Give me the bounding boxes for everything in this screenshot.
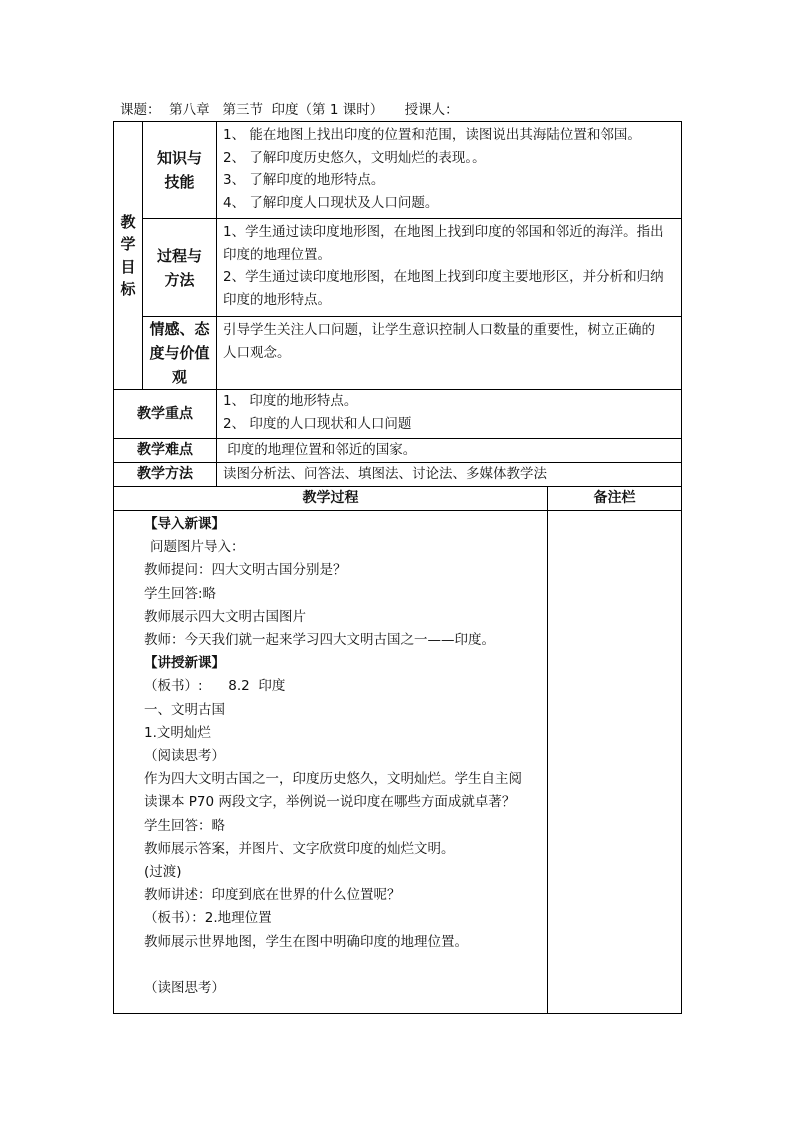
- process-method-label: [143, 219, 217, 317]
- process-step: （板书）：2.地理位置: [144, 910, 272, 927]
- key-point-item: 2、 印度的人口现状和人口问题: [223, 415, 412, 432]
- methods-content: 读图分析法、问答法、填图法、讨论法、多媒体教学法: [217, 463, 682, 487]
- key-points-content: [217, 390, 682, 439]
- attitude-label-line: 情感、态: [149, 320, 210, 338]
- attitude-label-line: 观: [171, 368, 187, 386]
- lesson-plan-table: [113, 121, 682, 1014]
- process-step: 学生回答:略: [144, 585, 217, 602]
- objectives-label-char: 标: [120, 280, 136, 298]
- lesson-header: 课题： 第八章 第三节 印度（第 1 课时） 授课人：: [120, 102, 459, 118]
- process-step: 教师展示世界地图，学生在图中明确印度的地理位置。: [144, 933, 468, 950]
- process-step: 1.文明灿烂: [144, 724, 211, 741]
- process-step: 问题图片导入：: [150, 539, 245, 556]
- process-step: (过渡): [144, 864, 182, 881]
- process-step: 教师讲述：印度到底在世界的什么位置呢？: [144, 887, 401, 904]
- process-step: 教师展示答案，并图片、文字欣赏印度的灿烂文明。: [144, 840, 455, 857]
- process-step-heading: 【讲授新课】: [144, 655, 225, 672]
- process-step: 教师：今天我们就一起来学习四大文明古国之一——印度。: [144, 632, 495, 649]
- process-line: 2、学生通过读印度地形图，在地图上找到印度主要地形区，并分析和归纳: [223, 269, 664, 285]
- knowledge-skills-label: [143, 122, 217, 219]
- process-step: （读图思考）: [144, 980, 225, 997]
- attitude-values-label: [143, 317, 217, 390]
- objectives-label-char: 学: [120, 235, 136, 253]
- process-label-line: 方法: [164, 270, 195, 289]
- remarks-header: 备注栏: [548, 487, 682, 511]
- attitude-values-content: [217, 317, 682, 390]
- process-step: 教师展示四大文明古国图片: [144, 608, 306, 625]
- key-point-item: 1、 印度的地形特点。: [223, 393, 358, 409]
- methods-label: 教学方法: [114, 463, 217, 487]
- process-step: 学生回答：略: [144, 817, 225, 834]
- process-step: （板书）: 8.2 印度: [144, 678, 286, 695]
- difficulty-label: 教学难点: [114, 439, 217, 463]
- process-line: 1、学生通过读印度地形图，在地图上找到印度的邻国和邻近的海洋。指出: [223, 224, 664, 240]
- knowledge-item: 3、 了解印度的地形特点。: [223, 172, 385, 188]
- process-line: 印度的地形特点。: [223, 291, 331, 308]
- key-points-label: 教学重点: [114, 390, 217, 439]
- knowledge-label-line: 知识与: [156, 149, 202, 167]
- remarks-column: [548, 511, 682, 1014]
- knowledge-item: 2、 了解印度历史悠久，文明灿烂的表现。。: [223, 149, 486, 166]
- process-step: （阅读思考）: [144, 748, 225, 765]
- process-step: 教师提问：四大文明古国分别是？: [144, 562, 347, 579]
- process-label-line: 过程与: [156, 246, 202, 265]
- attitude-line: 人口观念。: [223, 344, 291, 361]
- knowledge-label-line: 技能: [164, 173, 195, 191]
- knowledge-item: 1、 能在地图上找出印度的位置和范围，读图说出其海陆位置和邻国。: [223, 127, 641, 143]
- difficulty-content: 印度的地理位置和邻近的国家。: [217, 439, 682, 463]
- process-line: 印度的地理位置。: [223, 246, 331, 263]
- teaching-process-content: [114, 511, 548, 1014]
- knowledge-skills-content: [217, 122, 682, 219]
- process-step: 读课本 P70 两段文字，举例说一说印度在哪些方面成就卓著？: [144, 794, 516, 811]
- process-step: 作为四大文明古国之一，印度历史悠久，文明灿烂。学生自主阅: [144, 771, 522, 788]
- attitude-line: 引导学生关注人口问题，让学生意识控制人口数量的重要性，树立正确的: [223, 322, 655, 338]
- knowledge-item: 4、 了解印度人口现状及人口问题。: [223, 194, 439, 211]
- process-step-heading: 【导入新课】: [144, 516, 225, 532]
- process-method-content: [217, 219, 682, 317]
- process-step-blank: [144, 954, 547, 977]
- objectives-label-char: 目: [120, 257, 136, 276]
- process-step: 一、文明古国: [144, 701, 225, 718]
- objectives-label: [114, 122, 143, 390]
- attitude-label-line: 度与价值: [149, 344, 210, 362]
- teaching-process-header: 教学过程: [114, 487, 548, 511]
- objectives-label-char: 教: [120, 212, 136, 231]
